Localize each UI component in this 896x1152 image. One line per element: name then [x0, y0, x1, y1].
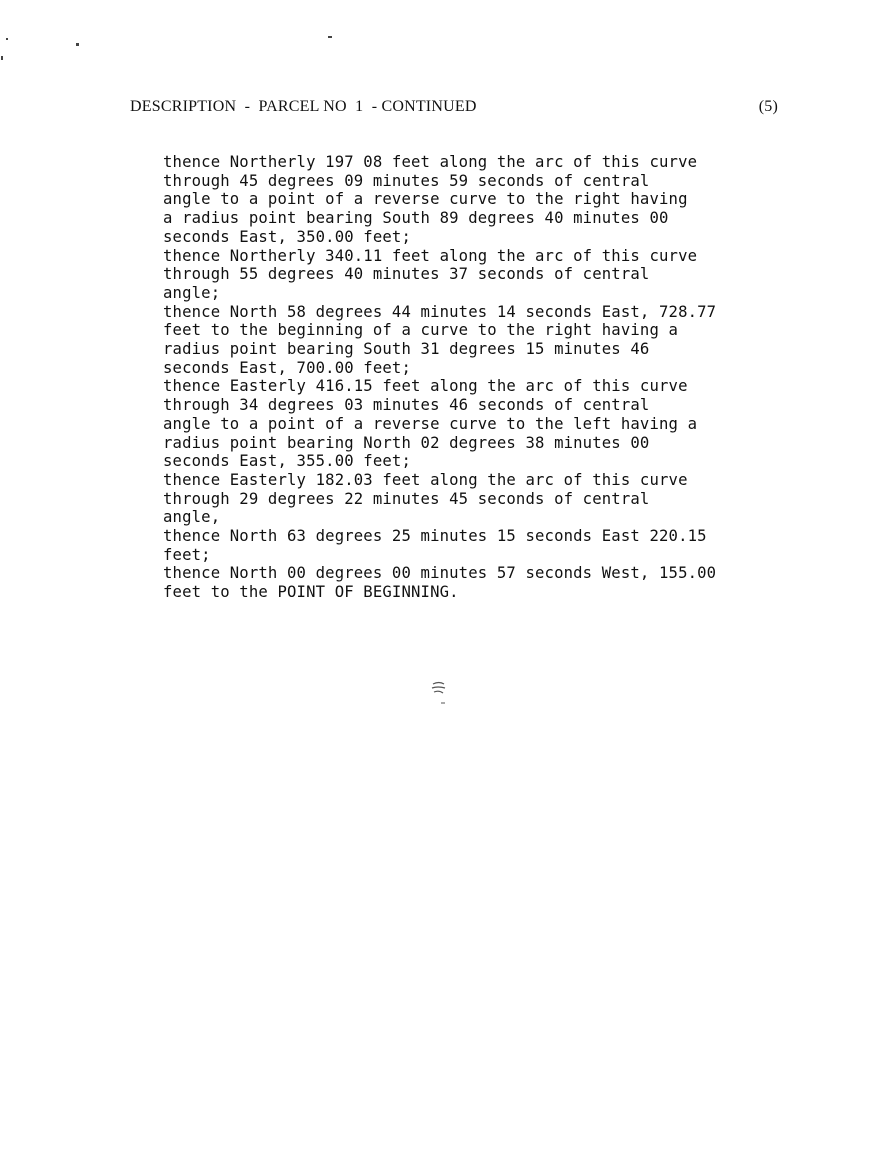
- text-line: seconds East, 700.00 feet;: [163, 358, 411, 377]
- page-number: (5): [758, 98, 778, 115]
- legal-description-body: [163, 153, 823, 602]
- text-line: thence North 63 degrees 25 minutes 15 seconds East 220.15: [163, 527, 707, 546]
- description-paragraph: [163, 377, 823, 471]
- text-line: a radius point bearing South 89 degrees 40 minutes 00: [163, 209, 669, 228]
- description-paragraph: [163, 527, 823, 564]
- text-line: feet;: [163, 545, 211, 564]
- text-line: thence Easterly 182.03 feet along the arc of this curve: [163, 470, 688, 489]
- smudge-icon: [430, 680, 448, 706]
- text-line: through 45 degrees 09 minutes 59 seconds of central: [163, 171, 650, 190]
- scan-smudge-mark: [430, 680, 448, 706]
- header-title: DESCRIPTION - PARCEL NO 1 - CONTINUED: [130, 98, 477, 115]
- scan-speck: [328, 36, 332, 38]
- text-line: through 55 degrees 40 minutes 37 seconds of central: [163, 265, 650, 284]
- description-paragraph: [163, 564, 823, 601]
- text-line: angle to a point of a reverse curve to the right having: [163, 190, 688, 209]
- text-line: angle to a point of a reverse curve to the left having a: [163, 414, 698, 433]
- scan-speck: [1, 56, 3, 60]
- description-paragraph: [163, 471, 823, 527]
- text-line: seconds East, 355.00 feet;: [163, 452, 411, 471]
- description-paragraph: [163, 247, 823, 303]
- text-line: angle,: [163, 508, 221, 527]
- text-line: thence North 58 degrees 44 minutes 14 seconds East, 728.77: [163, 302, 717, 321]
- scan-speck: [6, 38, 8, 40]
- text-line: thence Northerly 340.11 feet along the arc of this curve: [163, 246, 698, 265]
- text-line: thence Easterly 416.15 feet along the arc of this curve: [163, 377, 688, 396]
- description-paragraph: [163, 153, 823, 247]
- text-line: angle;: [163, 283, 221, 302]
- text-line: radius point bearing South 31 degrees 15 minutes 46: [163, 340, 650, 359]
- text-line: feet to the POINT OF BEGINNING.: [163, 583, 459, 602]
- description-paragraph: [163, 303, 823, 378]
- text-line: thence Northerly 197 08 feet along the arc of this curve: [163, 153, 698, 171]
- text-line: radius point bearing North 02 degrees 38 minutes 00: [163, 433, 650, 452]
- document-header: [130, 98, 790, 122]
- text-line: feet to the beginning of a curve to the right having a: [163, 321, 679, 340]
- text-line: seconds East, 350.00 feet;: [163, 227, 411, 246]
- scan-speck: [76, 43, 79, 46]
- text-line: through 29 degrees 22 minutes 45 seconds of central: [163, 489, 650, 508]
- text-line: thence North 00 degrees 00 minutes 57 seconds West, 155.00: [163, 564, 717, 583]
- text-line: through 34 degrees 03 minutes 46 seconds of central: [163, 396, 650, 415]
